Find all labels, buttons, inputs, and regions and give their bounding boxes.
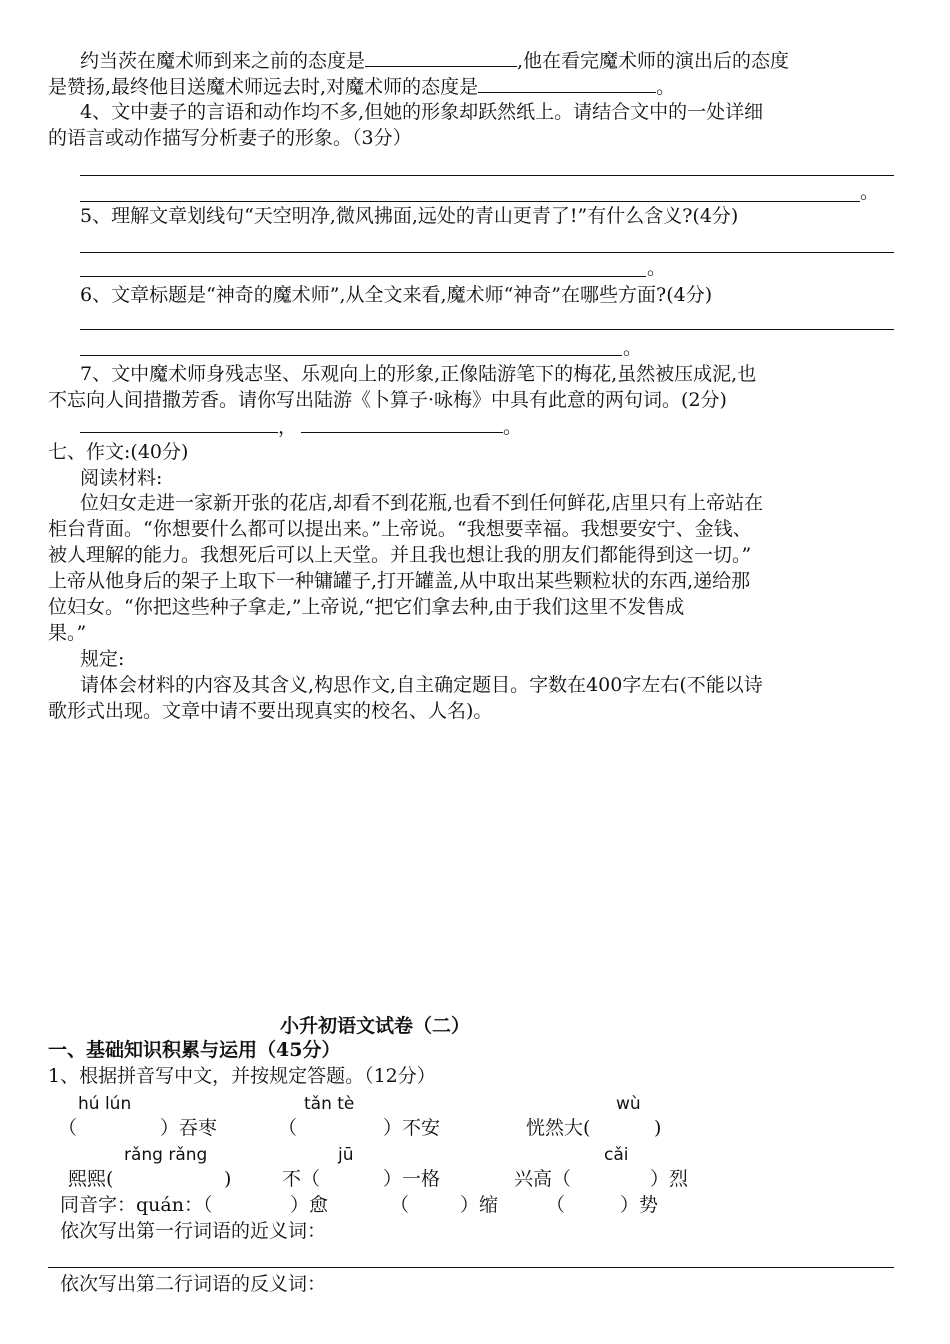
q3-line2 xyxy=(48,74,675,98)
rules-label: 规定: xyxy=(80,648,125,670)
rules-line: 歌形式出现。文章中请不要出现真实的校名、人名)。 xyxy=(48,700,493,722)
q6-end: 。 xyxy=(623,337,643,359)
material-line: 柜台背面。“你想要什么都可以提出来。”上帝说。“我想要幸福。我想要安宁、金钱、 xyxy=(48,518,752,540)
q5-text: 5、理解文章划线句“天空明净,微风拂面,远处的青山更青了!”有什么含义?(4分) xyxy=(80,205,739,227)
q4-line2: 的语言或动作描写分析妻子的形象。（3分） xyxy=(48,127,412,149)
material-line: 被人理解的能力。我想死后可以上天堂。并且我也想让我的朋友们都能得到这一切。” xyxy=(48,544,752,566)
q4-answer-line-2[interactable] xyxy=(80,201,860,202)
q3-end: 。 xyxy=(656,76,676,98)
q1-instruction: 1、根据拼音写中文，并按规定答题。（12分） xyxy=(48,1065,436,1087)
q5-end: 。 xyxy=(647,257,667,279)
q3-part1: 约当茨在魔术师到来之前的态度是 xyxy=(80,50,366,72)
section1-heading: 一、基础知识积累与运用（45分） xyxy=(48,1039,341,1061)
paren-open: （ xyxy=(278,1117,298,1139)
paren-close: ) xyxy=(654,1117,662,1139)
idiom-xinggao-tail: ）烈 xyxy=(650,1168,689,1190)
q7-sep: ， xyxy=(278,416,298,438)
q6-text: 6、文章标题是“神奇的魔术师”,从全文来看,魔术师“神奇”在哪些方面?(4分) xyxy=(80,284,713,306)
pinyin-hulun: hú lún xyxy=(78,1094,132,1114)
homophone-item: （ xyxy=(546,1194,566,1216)
material-line: 果。” xyxy=(48,622,87,644)
q3-part3: 是赞扬,最终他目送魔术师远去时,对魔术师的态度是 xyxy=(48,76,479,98)
idiom-huangran: 恍然大( xyxy=(526,1117,591,1139)
essay-heading: 七、作文:(40分) xyxy=(48,441,189,463)
q5-answer-line-1[interactable] xyxy=(80,252,894,253)
q7-line2: 不忘向人间措撒芳香。请你写出陆游《卜算子·咏梅》中具有此意的两句词。(2分) xyxy=(48,389,727,411)
synonym-answer-line[interactable] xyxy=(48,1267,894,1268)
q7-blank-1[interactable] xyxy=(80,414,278,433)
pinyin-rangrang: rǎng rǎng xyxy=(124,1145,208,1165)
q6-answer-line-2[interactable] xyxy=(80,355,622,356)
paren-close: ) xyxy=(224,1168,232,1190)
homophone-item: （ xyxy=(390,1194,410,1216)
q7-blank-2[interactable] xyxy=(301,414,503,433)
idiom-xixi: 熙熙( xyxy=(68,1168,114,1190)
idiom-xinggao: 兴高（ xyxy=(514,1168,572,1190)
material-label: 阅读材料: xyxy=(80,467,163,489)
q3-blank-2[interactable] xyxy=(478,74,656,93)
pinyin-wu: wù xyxy=(616,1094,641,1114)
q4-answer-line-1[interactable] xyxy=(80,175,894,176)
antonym-prompt: 依次写出第二行词语的反义词： xyxy=(60,1273,327,1295)
rules-line: 请体会材料的内容及其含义,构思作文,自主确定题目。字数在400字左右(不能以诗 xyxy=(80,674,763,696)
q3-part2: ,他在看完魔术师的演出后的态度 xyxy=(517,50,790,72)
idiom-hulun-tail: ）吞枣 xyxy=(160,1117,218,1139)
q3-line1 xyxy=(80,48,789,72)
idiom-tante-tail: ）不安 xyxy=(383,1117,441,1139)
q5-answer-line-2[interactable] xyxy=(80,276,646,277)
q4-line1: 4、文中妻子的言语和动作均不多,但她的形象却跃然纸上。请结合文中的一处详细 xyxy=(80,101,764,123)
homophone-item: ）愈 xyxy=(290,1194,329,1216)
pinyin-cai: cǎi xyxy=(604,1145,629,1165)
homophone-item: ）缩 xyxy=(460,1194,499,1216)
pinyin-tante: tǎn tè xyxy=(304,1094,355,1114)
paper2-title: 小升初语文试卷（二） xyxy=(280,1015,471,1037)
q3-blank-1[interactable] xyxy=(365,48,517,67)
material-line: 位妇女走进一家新开张的花店,却看不到花瓶,也看不到任何鲜花,店里只有上帝站在 xyxy=(80,492,764,514)
q7-answer-row xyxy=(80,414,522,438)
material-line: 上帝从他身后的架子上取下一种镛罐子,打开罐盖,从中取出某些颗粒状的东西,递给那 xyxy=(48,570,751,592)
idiom-buju-tail: ）一格 xyxy=(383,1168,441,1190)
idiom-buju: 不（ xyxy=(282,1168,321,1190)
homophone-label: 同音字：quán：（ xyxy=(60,1194,213,1216)
q7-end: 。 xyxy=(503,416,523,438)
homophone-item: ）势 xyxy=(620,1194,659,1216)
pinyin-ju: jū xyxy=(338,1145,354,1165)
synonym-prompt: 依次写出第一行词语的近义词： xyxy=(60,1220,327,1242)
material-line: 位妇女。“你把这些种子拿走,”上帝说,“把它们拿去种,由于我们这里不发售成 xyxy=(48,596,685,618)
q6-answer-line-1[interactable] xyxy=(80,329,894,330)
q4-end: 。 xyxy=(860,181,880,203)
q7-line1: 7、文中魔术师身残志坚、乐观向上的形象,正像陆游笔下的梅花,虽然被压成泥,也 xyxy=(80,363,757,385)
paren-open: （ xyxy=(58,1117,78,1139)
